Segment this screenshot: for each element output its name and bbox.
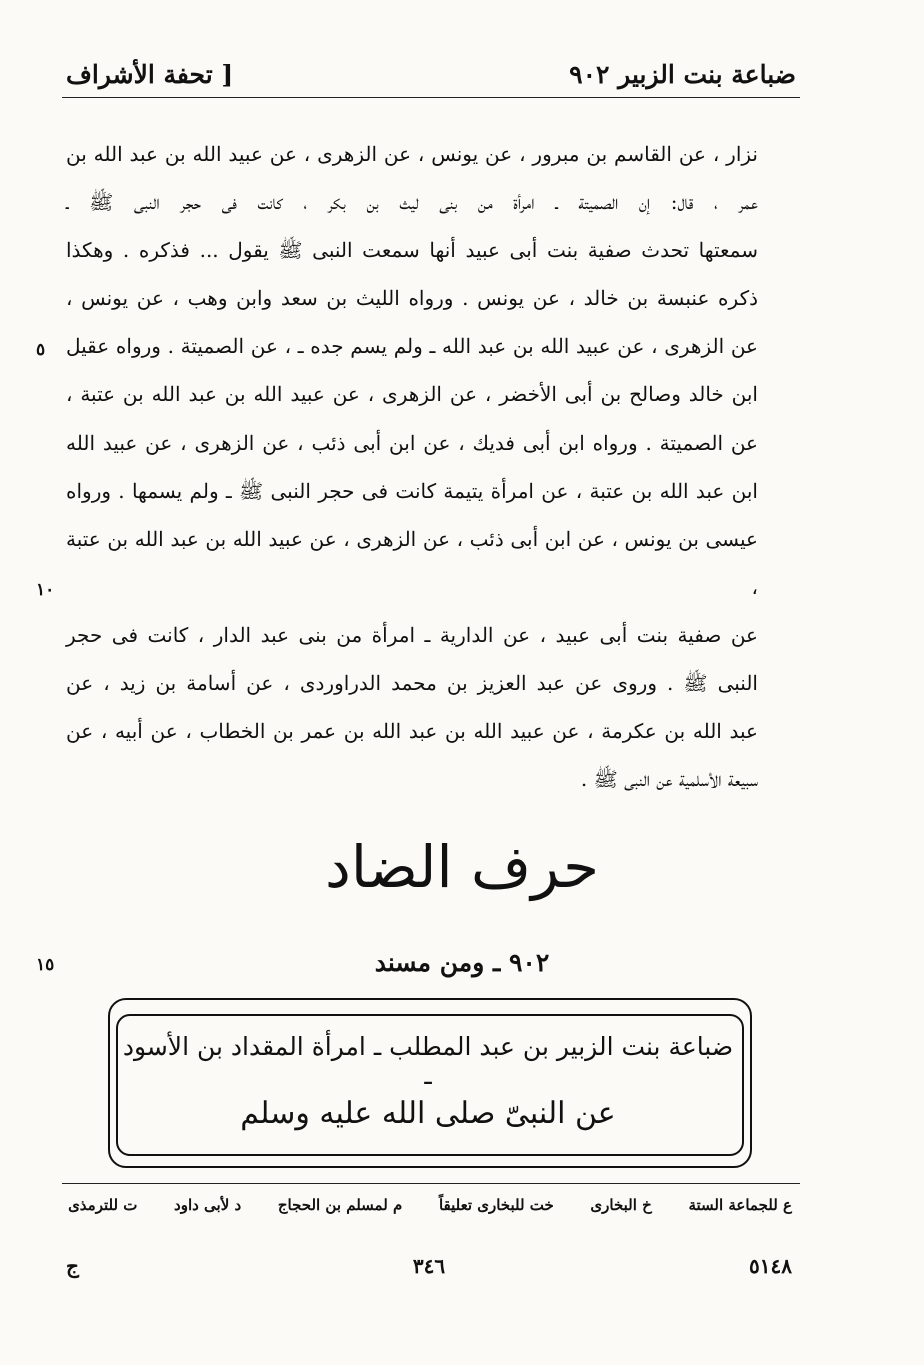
header-rule [62, 97, 800, 98]
page-footer [66, 1254, 792, 1284]
page-number: ٣٤٦ [412, 1254, 446, 1278]
letter-heading: حرف الضاد [325, 833, 599, 901]
book-title: [ تحفة الأشراف [66, 59, 234, 89]
narrator-name: ضباعة بنت الزبير بن عبد المطلب ـ امرأة المقداد بن الأسود ـ [122, 1032, 734, 1090]
entry-title: ضباعة بنت الزبير ٩٠٢ [569, 59, 796, 89]
text-line: سمعتها تحدث صفية بنت أبى عبيد أنها سمعت النبى ﷺ يقول ... فذكره . وهكذا [66, 238, 758, 263]
abbrev-item: م لمسلم بن الحجاج [277, 1196, 403, 1214]
text-line: النبى ﷺ . وروى عن عبد العزيز بن محمد الدراوردى ، عن أسامة بن زيد ، عن [66, 671, 758, 696]
hadith-number: ٥١٤٨ [749, 1254, 792, 1278]
abbrev-item: ع للجماعة الستة [688, 1196, 792, 1214]
line-number-10: ١٠ [36, 580, 55, 600]
abbrev-item: د لأبى داود [174, 1196, 242, 1214]
text-line: عمر ، قال: إن الصميتة ـ امرأة من بنى ليث بن بكر ، كانت فى حجر النبى ﷺ ـ [66, 190, 758, 215]
hadith-text [66, 130, 758, 803]
abbreviation-key [68, 1196, 792, 1214]
text-line: نزار ، عن القاسم بن مبرور ، عن يونس ، عن الزهرى ، عن عبيد الله بن عبد الله بن [66, 142, 758, 166]
abbrev-item: ت للترمذى [68, 1196, 138, 1214]
text-line: عن الزهرى ، عن عبيد الله بن عبد الله ـ ولم يسم جده ـ ، عن الصميتة . ورواه عقيل [66, 334, 758, 359]
musnad-heading: ٩٠٢ ـ ومن مسند [374, 948, 550, 977]
text-line: عبد الله بن عكرمة ، عن عبيد الله بن عبد الله بن عمر بن الخطاب ، عن أبيه ، عن [66, 719, 758, 744]
text-line: سبيعة الأسلمية عن النبى ﷺ . [580, 767, 758, 792]
text-line: ابن عبد الله بن عتبة ، عن امرأة يتيمة كانت فى حجر النبى ﷺ ـ ولم يسمها . ورواه [66, 478, 758, 503]
text-line: عن الصميتة . ورواه ابن أبى فديك ، عن ابن أبى ذئب ، عن الزهرى ، عن عبيد الله [66, 430, 758, 455]
volume-mark: ج [66, 1254, 79, 1278]
text-line: ابن خالد وصالح بن أبى الأخضر ، عن الزهرى ، عن عبيد الله بن عبد الله بن عتبة ، [66, 382, 758, 407]
abbrev-item: خت للبخارى تعليقاً [438, 1196, 554, 1214]
narrator-from-prophet: عن النبىّ صلى الله عليه وسلم [240, 1096, 616, 1131]
running-head [66, 54, 796, 94]
abbrev-item: خ البخارى [590, 1196, 652, 1214]
line-number-5: ٥ [36, 340, 46, 360]
footer-rule [62, 1183, 800, 1184]
line-number-15: ١٥ [36, 955, 55, 975]
text-line: عيسى بن يونس ، عن ابن أبى ذئب ، عن الزهرى ، عن عبيد الله بن عبد الله بن عتبة ، [66, 526, 758, 599]
text-line: عن صفية بنت أبى عبيد ، عن الدارية ـ امرأة من بنى عبد الدار ، كانت فى حجر [66, 622, 758, 647]
text-line: ذكره عنبسة بن خالد ، عن يونس . ورواه الليث بن سعد وابن وهب ، عن يونس ، [66, 286, 758, 311]
